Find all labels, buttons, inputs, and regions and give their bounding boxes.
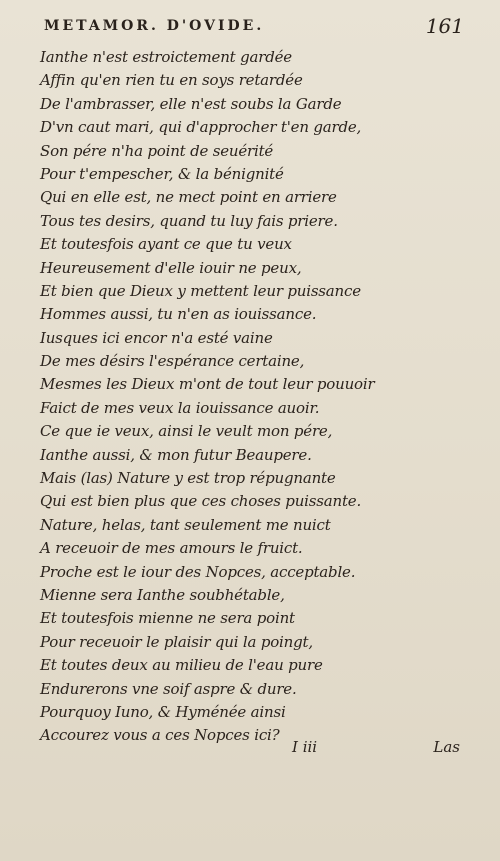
verse-line: De l'ambrasser, elle n'est soubs la Garde (40, 94, 342, 113)
verse-line: Hommes aussi, tu n'en as iouissance. (40, 305, 317, 324)
verse-line: Accourez vous a ces Nopces ici? (40, 726, 280, 745)
verse-line: Qui est bien plus que ces choses puissante. (40, 492, 362, 511)
signature-mark: I iii (292, 738, 318, 756)
verse-line: Ianthe n'est estroictement gardée (40, 48, 292, 66)
poem-text (40, 46, 470, 748)
verse-line: Heureusement d'elle iouir ne peux, (40, 258, 302, 277)
verse-line: Pour t'empescher, & la bénignité (40, 164, 284, 183)
verse-line: Faict de mes veux la iouissance auoir. (40, 398, 320, 417)
verse-line: Et toutesfois mienne ne sera point (40, 609, 295, 628)
verse-line: Ianthe aussi, & mon futur Beaupere. (40, 445, 312, 464)
verse-line: Et toutesfois ayant ce que tu veux (40, 235, 292, 254)
verse-line: Pour receuoir le plaisir qui la poingt, (40, 632, 313, 651)
verse-line: A receuoir de mes amours le fruict. (40, 539, 303, 558)
verse-line: Endurerons vne soif aspre & dure. (40, 679, 297, 698)
verse-line: Proche est le iour des Nopces, acceptable. (40, 562, 356, 581)
verse-line: De mes désirs l'espérance certaine, (40, 352, 305, 371)
verse-line: Tous tes desirs, quand tu luy fais priere. (40, 211, 338, 230)
verse-line: Et toutes deux au milieu de l'eau pure (40, 656, 323, 675)
verse-line: Qui en elle est, ne mect point en arriere (40, 188, 337, 207)
verse-line: D'vn caut mari, qui d'approcher t'en garde, (40, 118, 362, 137)
running-head: METAMOR. D'OVIDE. (44, 18, 265, 34)
verse-line: Mienne sera Ianthe soubhétable, (40, 585, 285, 604)
page-header (44, 14, 464, 38)
verse-line: Nature, helas, tant seulement me nuict (40, 515, 331, 534)
verse-line: Affin qu'en rien tu en soys retardée (40, 71, 303, 90)
verse-line: Son pére n'ha point de seuérité (40, 141, 274, 160)
verse-line: Mais (las) Nature y est trop répugnante (40, 469, 336, 488)
page-footer (40, 738, 470, 762)
verse-line: Pourquoy Iuno, & Hyménée ainsi (40, 702, 286, 721)
page-number: 161 (425, 14, 464, 38)
verse-line: Ce que ie veux, ainsi le veult mon pére, (40, 422, 333, 441)
catchword: Las (433, 738, 460, 756)
verse-line: Iusques ici encor n'a esté vaine (40, 328, 273, 347)
verse-line: Et bien que Dieux y mettent leur puissance (40, 281, 361, 300)
verse-line: Mesmes les Dieux m'ont de tout leur pouuoir (40, 375, 375, 394)
